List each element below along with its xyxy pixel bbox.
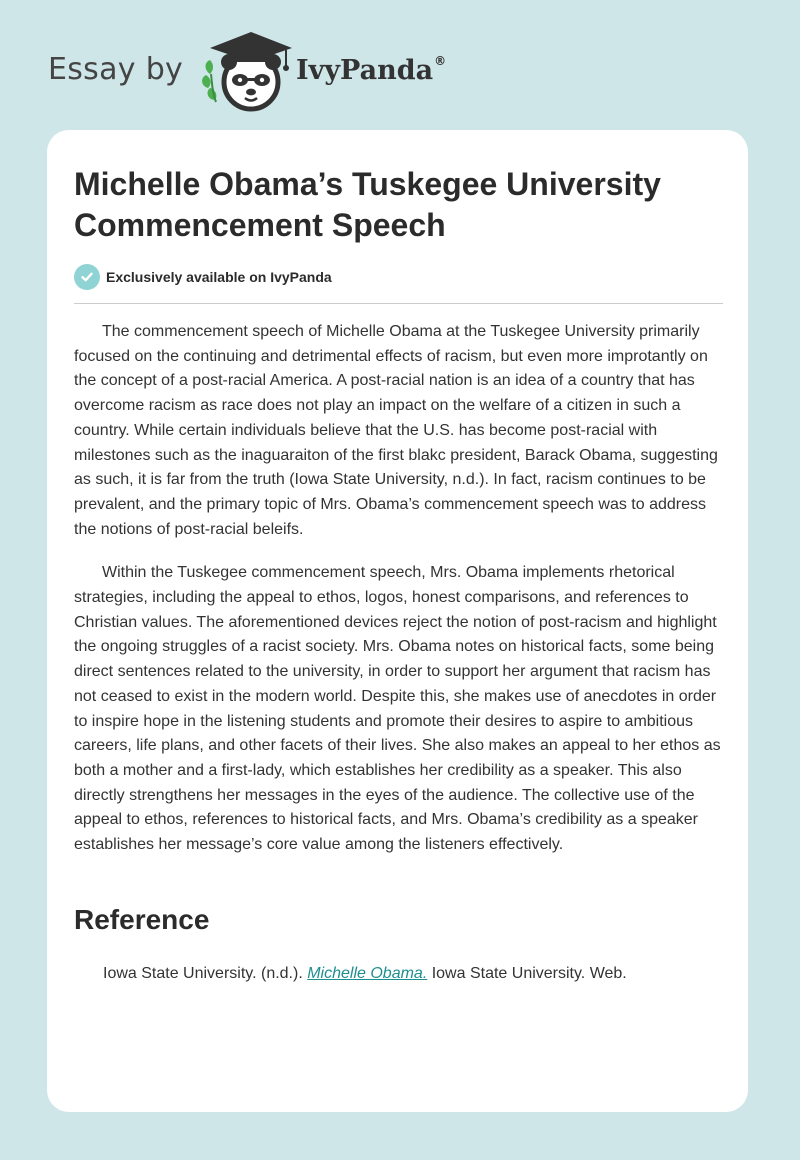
graduate-panda-icon[interactable]: [200, 30, 300, 114]
reference-suffix: Iowa State University. Web.: [427, 965, 627, 982]
body-paragraph: The commencement speech of Michelle Obama at the Tuskegee University primarily focused on the continuing and detrimental effects of racism, but even more improtantly on the concept of a post-racial America. A post-racial nation is an idea of a country that has overcome racism as race does not play an impact on the welfare of a citizen in such a country. While certain individuals believe that the U.S. has become post-racial with milestones such as the inaguaraiton of the first blakc president, Barack Obama, suggesting as such, it is far from the truth (Iowa State University, n.d.). In fact, racism continues to be prevalent, and the primary topic of Mrs. Obama’s commencement speech was to address the notions of post-racial beleifs.: [74, 323, 718, 538]
reference-link[interactable]: Michelle Obama.: [307, 965, 428, 982]
reference-entry: [103, 965, 627, 983]
registered-mark: ®: [434, 54, 447, 68]
reference-heading: Reference: [74, 904, 210, 935]
brand-prefix: Essay by: [48, 52, 184, 87]
essay-card: [47, 130, 748, 1112]
badge-label: Exclusively available on IvyPanda: [106, 269, 332, 285]
body-paragraph: Within the Tuskegee commencement speech, Mrs. Obama implements rhetorical strategies, including the appeal to ethos, logos, honest comparisons, and references to Christian values. The aforementioned devices reject the notion of post-racism and highlight the ongoing struggles of a racist society. Mrs. Obama notes on historical facts, some being direct sentences related to the university, in order to support her argument that racism has not ceased to exist in the modern world. Despite this, she makes use of anecdotes in order to inspire hope in the listening students and promote their desires to aspire to ambitious careers, life plans, and other facets of their lives. She also makes an appeal to her ethos as both a mother and a first-lady, which establishes her credibility as a speaker. This also directly strengthens her messages in the eyes of the audience. The collective use of the appeal to ethos, references to historical facts, and Mrs. Obama’s credibility as a speaker establishes her message’s core value among the listeners effectively.: [74, 564, 721, 854]
site-header: [48, 30, 508, 114]
brand-name[interactable]: IvyPanda®: [296, 54, 447, 86]
divider: [74, 303, 723, 304]
essay-title: Michelle Obama’s Tuskegee University Commencement Speech: [74, 166, 661, 243]
reference-prefix: Iowa State University. (n.d.).: [103, 965, 308, 982]
essay-body: [74, 320, 726, 877]
exclusive-badge: [74, 264, 332, 290]
checkmark-icon: [74, 264, 100, 290]
